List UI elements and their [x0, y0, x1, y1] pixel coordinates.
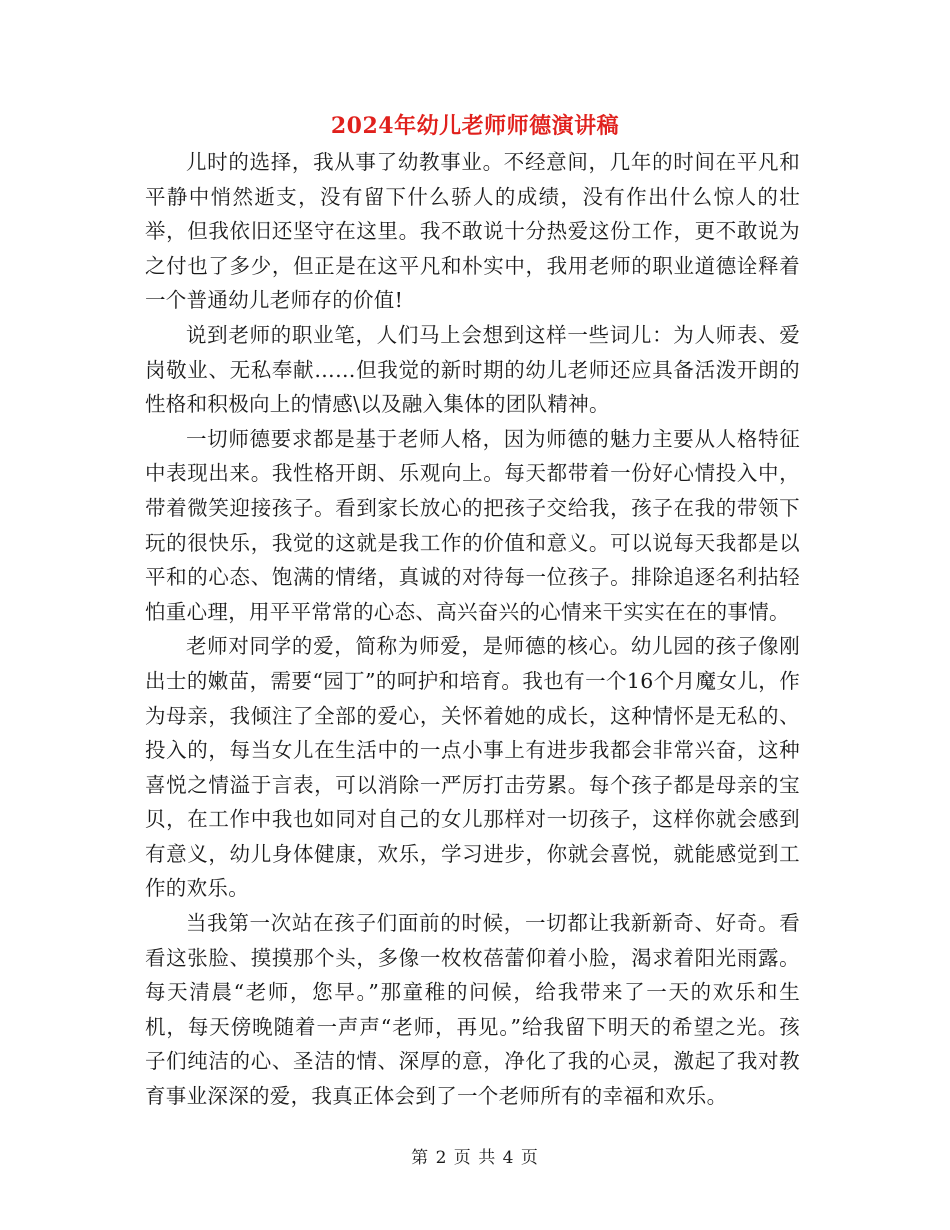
document-body — [145, 145, 800, 1114]
page-footer: 第 2 页 共 4 页 — [411, 1148, 539, 1168]
document-title: 2024年幼儿老师师德演讲稿 — [330, 113, 620, 139]
paragraph-5: 当我第一次站在孩子们面前的时候，一切都让我新新奇、好奇。看看这张脸、摸摸那个头，多像一枚枚蓓蕾仰着小脸，渴求着阳光雨露。每天清晨“老师，您早。”那童稚的问候，给我带来了一天的欢乐和生机，每天傍晚随着一声声“老师，再见。”给我留下明天的希望之光。孩子们纯洁的心、圣洁的情、深厚的意，净化了我的心灵，激起了我对教育事业深深的爱，我真正体会到了一个老师所有的幸福和欢乐。 — [145, 911, 800, 1109]
paragraph-2: 说到老师的职业笔，人们马上会想到这样一些词儿：为人师表、爱岗敬业、无私奉献……但我觉的新时期的幼儿老师还应具备活泼开朗的性格和积极向上的情感\以及融入集体的团队精神。 — [145, 322, 800, 417]
paragraph-4: 老师对同学的爱，简称为师爱，是师德的核心。幼儿园的孩子像刚出士的嫩苗，需要“园丁”的呵护和培育。我也有一个16个月魔女儿，作为母亲，我倾注了全部的爱心，关怀着她的成长，这种情怀是无私的、投入的，每当女儿在生活中的一点小事上有进步我都会非常兴奋，这种喜悦之情溢于言表，可以消除一严厉打击劳累。每个孩子都是母亲的宝贝，在工作中我也如同对自己的女儿那样对一切孩子，这样你就会感到有意义，幼儿身体健康，欢乐，学习进步，你就会喜悦，就能感觉到工作的欢乐。 — [145, 634, 800, 901]
paragraph-3: 一切师德要求都是基于老师人格，因为师德的魅力主要从人格特征中表现出来。我性格开朗、乐观向上。每天都带着一份好心情投入中，带着微笑迎接孩子。看到家长放心的把孩子交给我，孩子在我的带领下玩的很快乐，我觉的这就是我工作的价值和意义。可以说每天我都是以平和的心态、饱满的情绪，真诚的对待每一位孩子。排除追逐名利拈轻怕重心理，用平平常常的心态、高兴奋兴的心情来干实实在在的事情。 — [145, 426, 800, 624]
paragraph-1: 儿时的选择，我从事了幼教事业。不经意间，几年的时间在平凡和平静中悄然逝支，没有留下什么骄人的成绩，没有作出什么惊人的壮举，但我依旧还坚守在这里。我不敢说十分热爱这份工作，更不敢说为之付也了多少，但正是在这平凡和朴实中，我用老师的职业道德诠释着一个普通幼儿老师存的价值! — [145, 150, 800, 313]
